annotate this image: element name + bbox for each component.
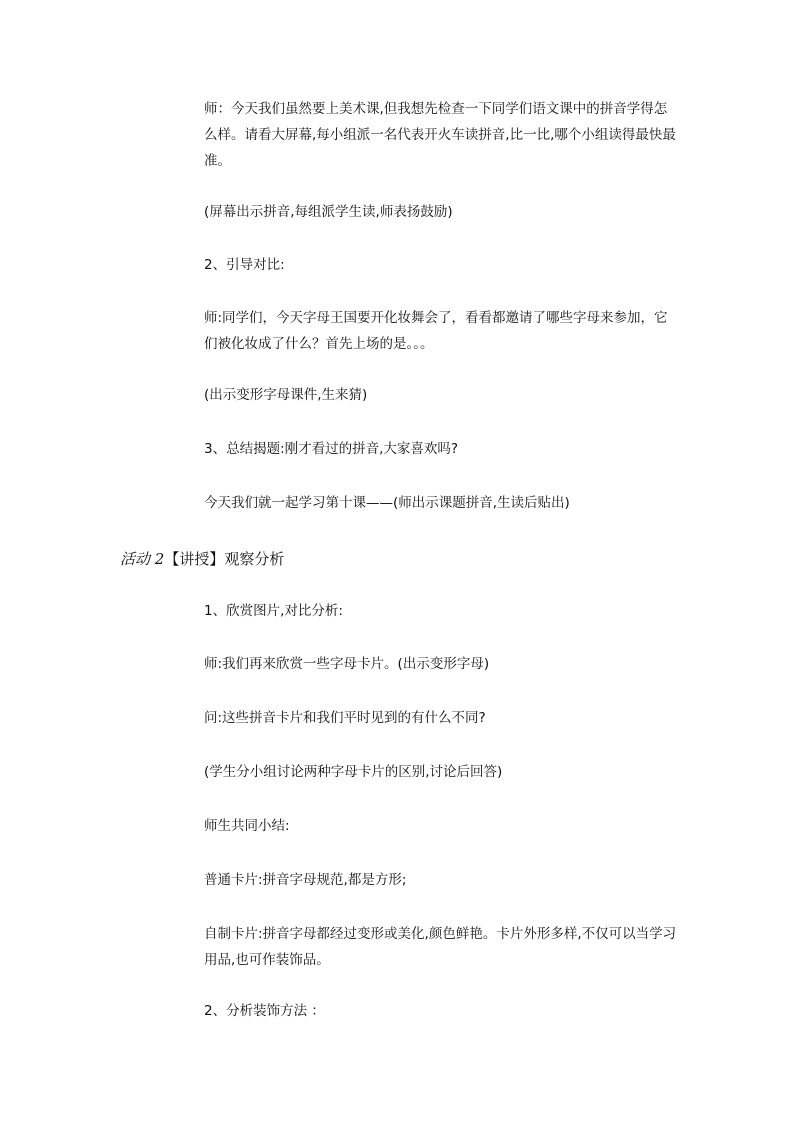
- paragraph-teacher-masquerade: 师:同学们，今天字母王国要开化妆舞会了，看看都邀请了哪些字母来参加，它们被化妆成了什么？首先上场的是。。。: [204, 310, 668, 352]
- paragraph-normal-card: 普通卡片:拼音字母规范,都是方形;: [204, 872, 407, 888]
- paragraph-lesson-ten: 今天我们就一起学习第十课——(师出示课题拼音,生读后贴出): [204, 495, 570, 511]
- paragraph-joint-summary: 师生共同小结:: [204, 818, 290, 834]
- paragraph-teacher-cards: 师:我们再来欣赏一些字母卡片。(出示变形字母): [204, 656, 490, 672]
- paragraph-guide-compare: 2、引导对比:: [204, 257, 285, 273]
- paragraph-show-courseware: (出示变形字母课件,生来猜): [204, 387, 368, 403]
- activity-heading-bracket: 【讲授】: [164, 550, 225, 568]
- paragraph-decoration-methods: 2、分析装饰方法 ：: [204, 1003, 325, 1019]
- activity-heading-title: 观察分析: [224, 550, 285, 568]
- paragraph-appreciate-images: 1、欣赏图片,对比分析:: [204, 603, 343, 619]
- paragraph-group-discussion: (学生分小组讨论两种字母卡片的区别,讨论后回答): [204, 764, 503, 780]
- paragraph-teacher-intro: 师：今天我们虽然要上美术课,但我想先检查一下同学们语文课中的拼音学得怎么样。请看大屏幕,每小组派一名代表开火车读拼音,比一比,哪个小组读得最快最准。: [204, 101, 676, 169]
- activity-heading-prefix: 活动 2: [120, 550, 165, 568]
- paragraph-summary-topic: 3、总结揭题:刚才看过的拼音,大家喜欢吗?: [204, 441, 459, 457]
- paragraph-custom-card: 自制卡片:拼音字母都经过变形或美化,颜色鲜艳。卡片外形多样,不仅可以当学习用品,也可作装饰品。: [204, 926, 677, 968]
- paragraph-question: 问:这些拼音卡片和我们平时见到的有什么不同?: [204, 710, 486, 726]
- activity-heading: [120, 546, 284, 572]
- paragraph-screen-pinyin: (屏幕出示拼音,每组派学生读,师表扬鼓励): [204, 204, 453, 220]
